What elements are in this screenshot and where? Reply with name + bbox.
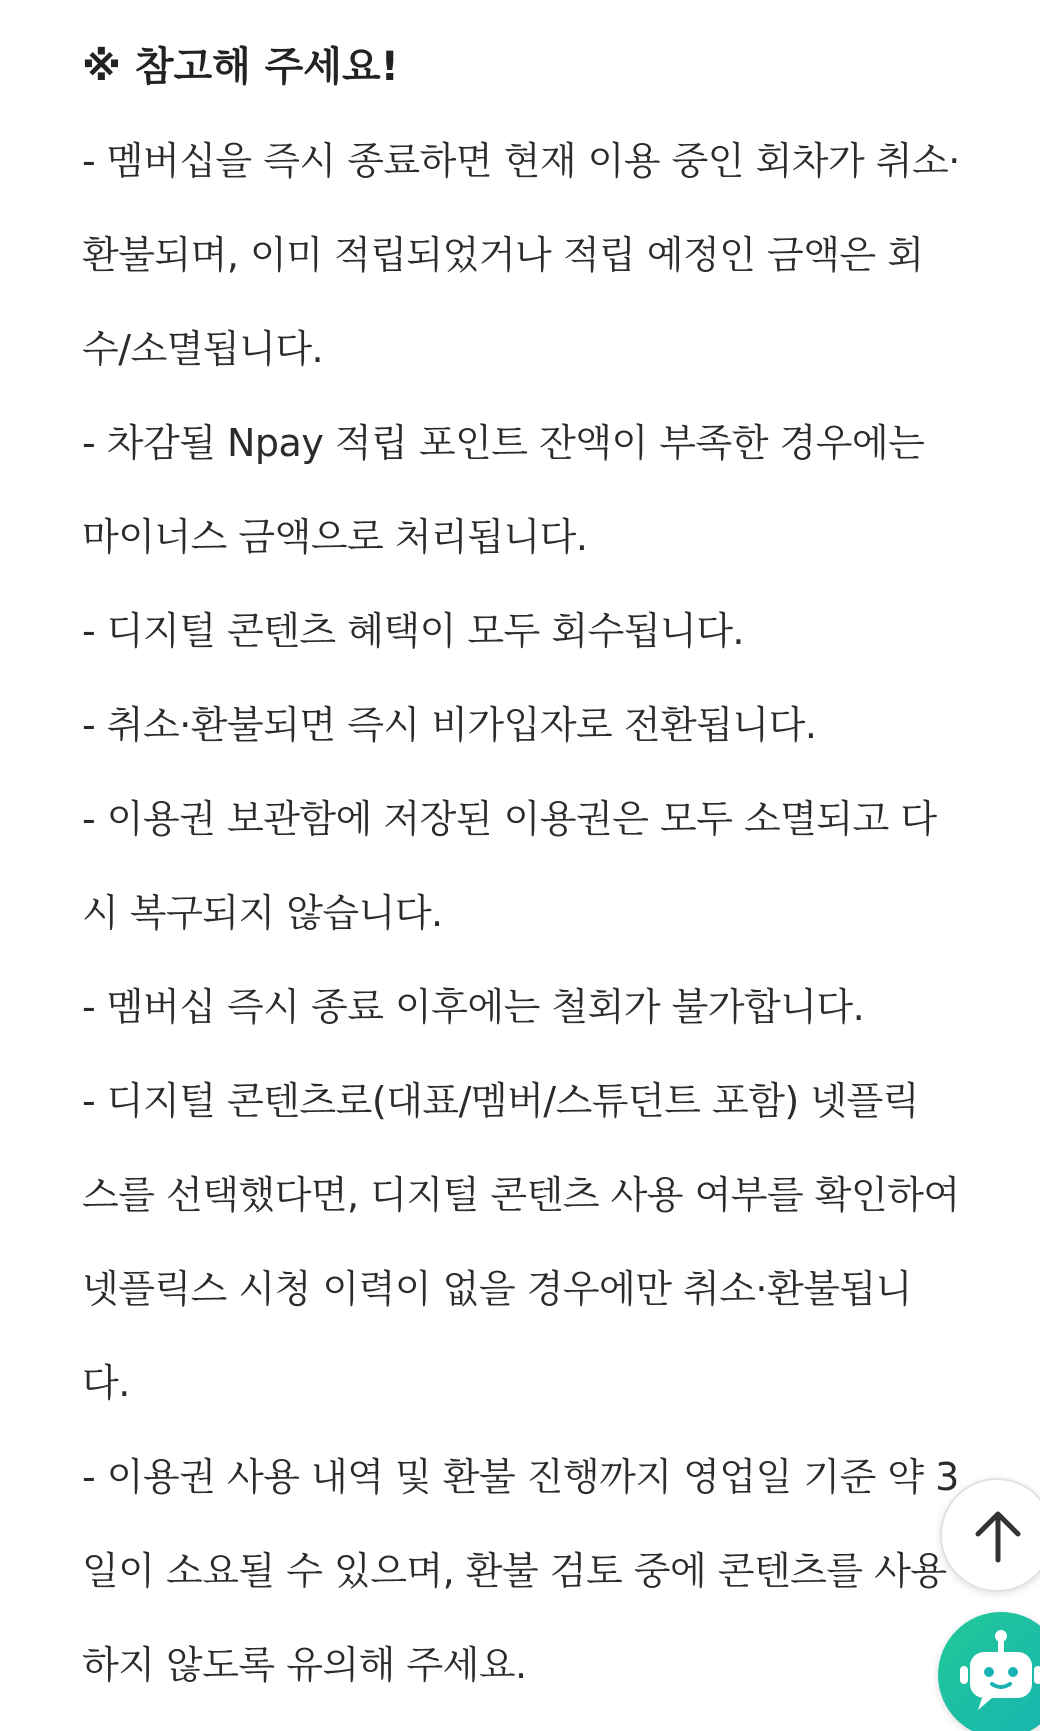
notice-line: - 디지털 콘텐츠로(대표/멤버/스튜던트 포함) 넷플릭 (82, 1079, 919, 1123)
notice-line: 넷플릭스 시청 이력이 없을 경우에만 취소·환불됩니 (82, 1267, 912, 1311)
notice-line: - 취소·환불되면 즉시 비가입자로 전환됩니다. (82, 703, 817, 747)
notice-line: 수/소멸됩니다. (82, 327, 324, 371)
notice-section (82, 20, 1002, 1712)
notice-line: 다. (82, 1361, 130, 1405)
notice-line: - 이용권 보관함에 저장된 이용권은 모두 소멸되고 다 (82, 797, 937, 841)
arrow-up-icon (968, 1506, 1028, 1566)
notice-line: 환불되며, 이미 적립되었거나 적립 예정인 금액은 회 (82, 233, 924, 277)
notice-heading: ※ 참고해 주세요! (82, 44, 399, 90)
notice-list (82, 114, 1002, 1712)
notice-line: 일이 소요될 수 있으며, 환불 검토 중에 콘텐츠를 사용 (82, 1549, 947, 1593)
notice-line: - 디지털 콘텐츠 혜택이 모두 회수됩니다. (82, 609, 745, 653)
notice-line: 마이너스 금액으로 처리됩니다. (82, 515, 588, 559)
notice-line: 하지 않도록 유의해 주세요. (82, 1643, 527, 1687)
notice-line: - 이용권 사용 내역 및 환불 진행까지 영업일 기준 약 3 (82, 1455, 959, 1499)
notice-line: - 멤버십 즉시 종료 이후에는 철회가 불가합니다. (82, 985, 865, 1029)
notice-line: - 차감될 Npay 적립 포인트 잔액이 부족한 경우에는 (82, 421, 925, 465)
robot-icon (958, 1628, 1040, 1718)
notice-line: 스를 선택했다면, 디지털 콘텐츠 사용 여부를 확인하여 (82, 1173, 960, 1217)
notice-line: 시 복구되지 않습니다. (82, 891, 443, 935)
notice-line: - 멤버십을 즉시 종료하면 현재 이용 중인 회차가 취소· (82, 139, 960, 183)
